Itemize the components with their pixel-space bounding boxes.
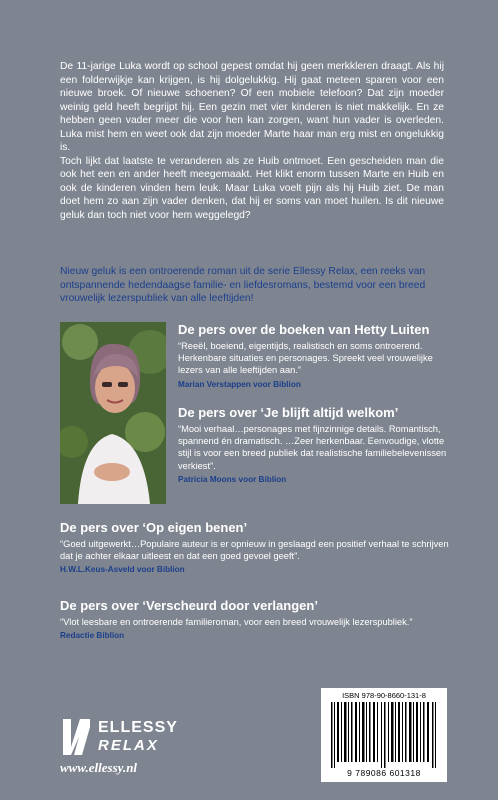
author-photo [60, 322, 166, 504]
publisher-logo [60, 715, 260, 785]
isbn-number: ISBN 978-90-8660-131-8 [342, 691, 426, 700]
review-3-credit: H.W.L.Keus-Asveld voor Biblion [60, 565, 185, 575]
author-portrait-illustration [60, 322, 166, 504]
synopsis [60, 60, 444, 222]
review-4-credit: Redactie Biblion [60, 631, 125, 641]
synopsis-paragraph-2: Toch lijkt dat laatste te veranderen als ze Huib ontmoet. Een gescheiden man die ook het een en ander heeft meegemaakt. Het klikt enorm tussen Marte en Huib en ook de kinderen vinden hem leuk. Maar Luka voelt pijn als hij Huib ziet. De man doet hem zo aan zijn vader denken, dat hij er soms van moet huilen. Is dit nieuwe geluk dan toch niet voor hem weggelegd? [60, 155, 444, 221]
review-4-quote: “Vlot leesbare en ontroerende familieroman, voor een breed vrouwelijk lezerspubliek.” [60, 617, 413, 627]
logo-text-ellessy: ELLESSY [98, 719, 178, 736]
series-promo: Nieuw geluk is een ontroerende roman uit de serie Ellessy Relax, een reeks van ontspannende hedendaagse familie- en liefdesromans, bestemd voor een breed vrouwelijk lezerspubliek van alle leeftijden! [60, 266, 426, 304]
isbn-barcode [321, 688, 447, 782]
review-1-quote: “Reeël, boeiend, eigentijds, realistisch en soms ontroerend. Herkenbare situaties en personages. Spreekt veel vrouwelijke lezers van alle leeftijden aan.” [178, 341, 433, 376]
review-2-quote: “Mooi verhaal…personages met fijnzinnige details. Romantisch, spannend én dramatisch. …Zeer herkenbaar. Eenvoudige, vlotte stijl is voor een breed publiek dat realistische familiebelevenissen verkiest”. [178, 424, 447, 471]
logo-text-relax: RELAX [98, 737, 159, 754]
barcode-bars-icon [329, 702, 439, 768]
review-3-quote: “Goed uitgewerkt…Populaire auteur is er opnieuw in geslaagd een positief verhaal te schrijven dat je achter elkaar uitleest en dat een goed gevoel geeft”. [60, 539, 449, 562]
review-4 [60, 598, 450, 641]
review-3 [60, 520, 450, 575]
review-1-credit: Marian Verstappen voor Biblion [178, 379, 301, 389]
review-3-title: De pers over ‘Op eigen benen’ [60, 520, 248, 535]
review-2 [178, 405, 448, 485]
publisher-website: www.ellessy.nl [60, 760, 138, 775]
synopsis-paragraph-1: De 11-jarige Luka wordt op school gepest omdat hij geen merkkleren draagt. Als hij een folderwijkje kan krijgen, is hij dolgelukkig. Hij gaat meteen sparen voor een nieuwe broek. Of nieuwe schoenen? Of een mobiele telefoon? Dat zijn moeder weinig geld heeft begrijpt hij. Een gezin met vier kinderen is niet makkelijk. En ze hebben geen vader meer die voor hen kan zorgen, want hun vader is overleden. Luka mist hem en weet ook dat zijn moeder Marte haar man erg mist en ongelukkig is. [60, 61, 444, 153]
ellessy-logo-icon [60, 717, 94, 757]
review-2-title: De pers over ‘Je blijft altijd welkom’ [178, 405, 399, 420]
review-1-title: De pers over de boeken van Hetty Luiten [178, 322, 430, 337]
barcode-digits: 9 789086 601318 [347, 768, 421, 778]
review-2-credit: Patricia Moons voor Biblion [178, 474, 287, 484]
review-4-title: De pers over ‘Verscheurd door verlangen’ [60, 598, 318, 613]
review-1 [178, 322, 448, 390]
